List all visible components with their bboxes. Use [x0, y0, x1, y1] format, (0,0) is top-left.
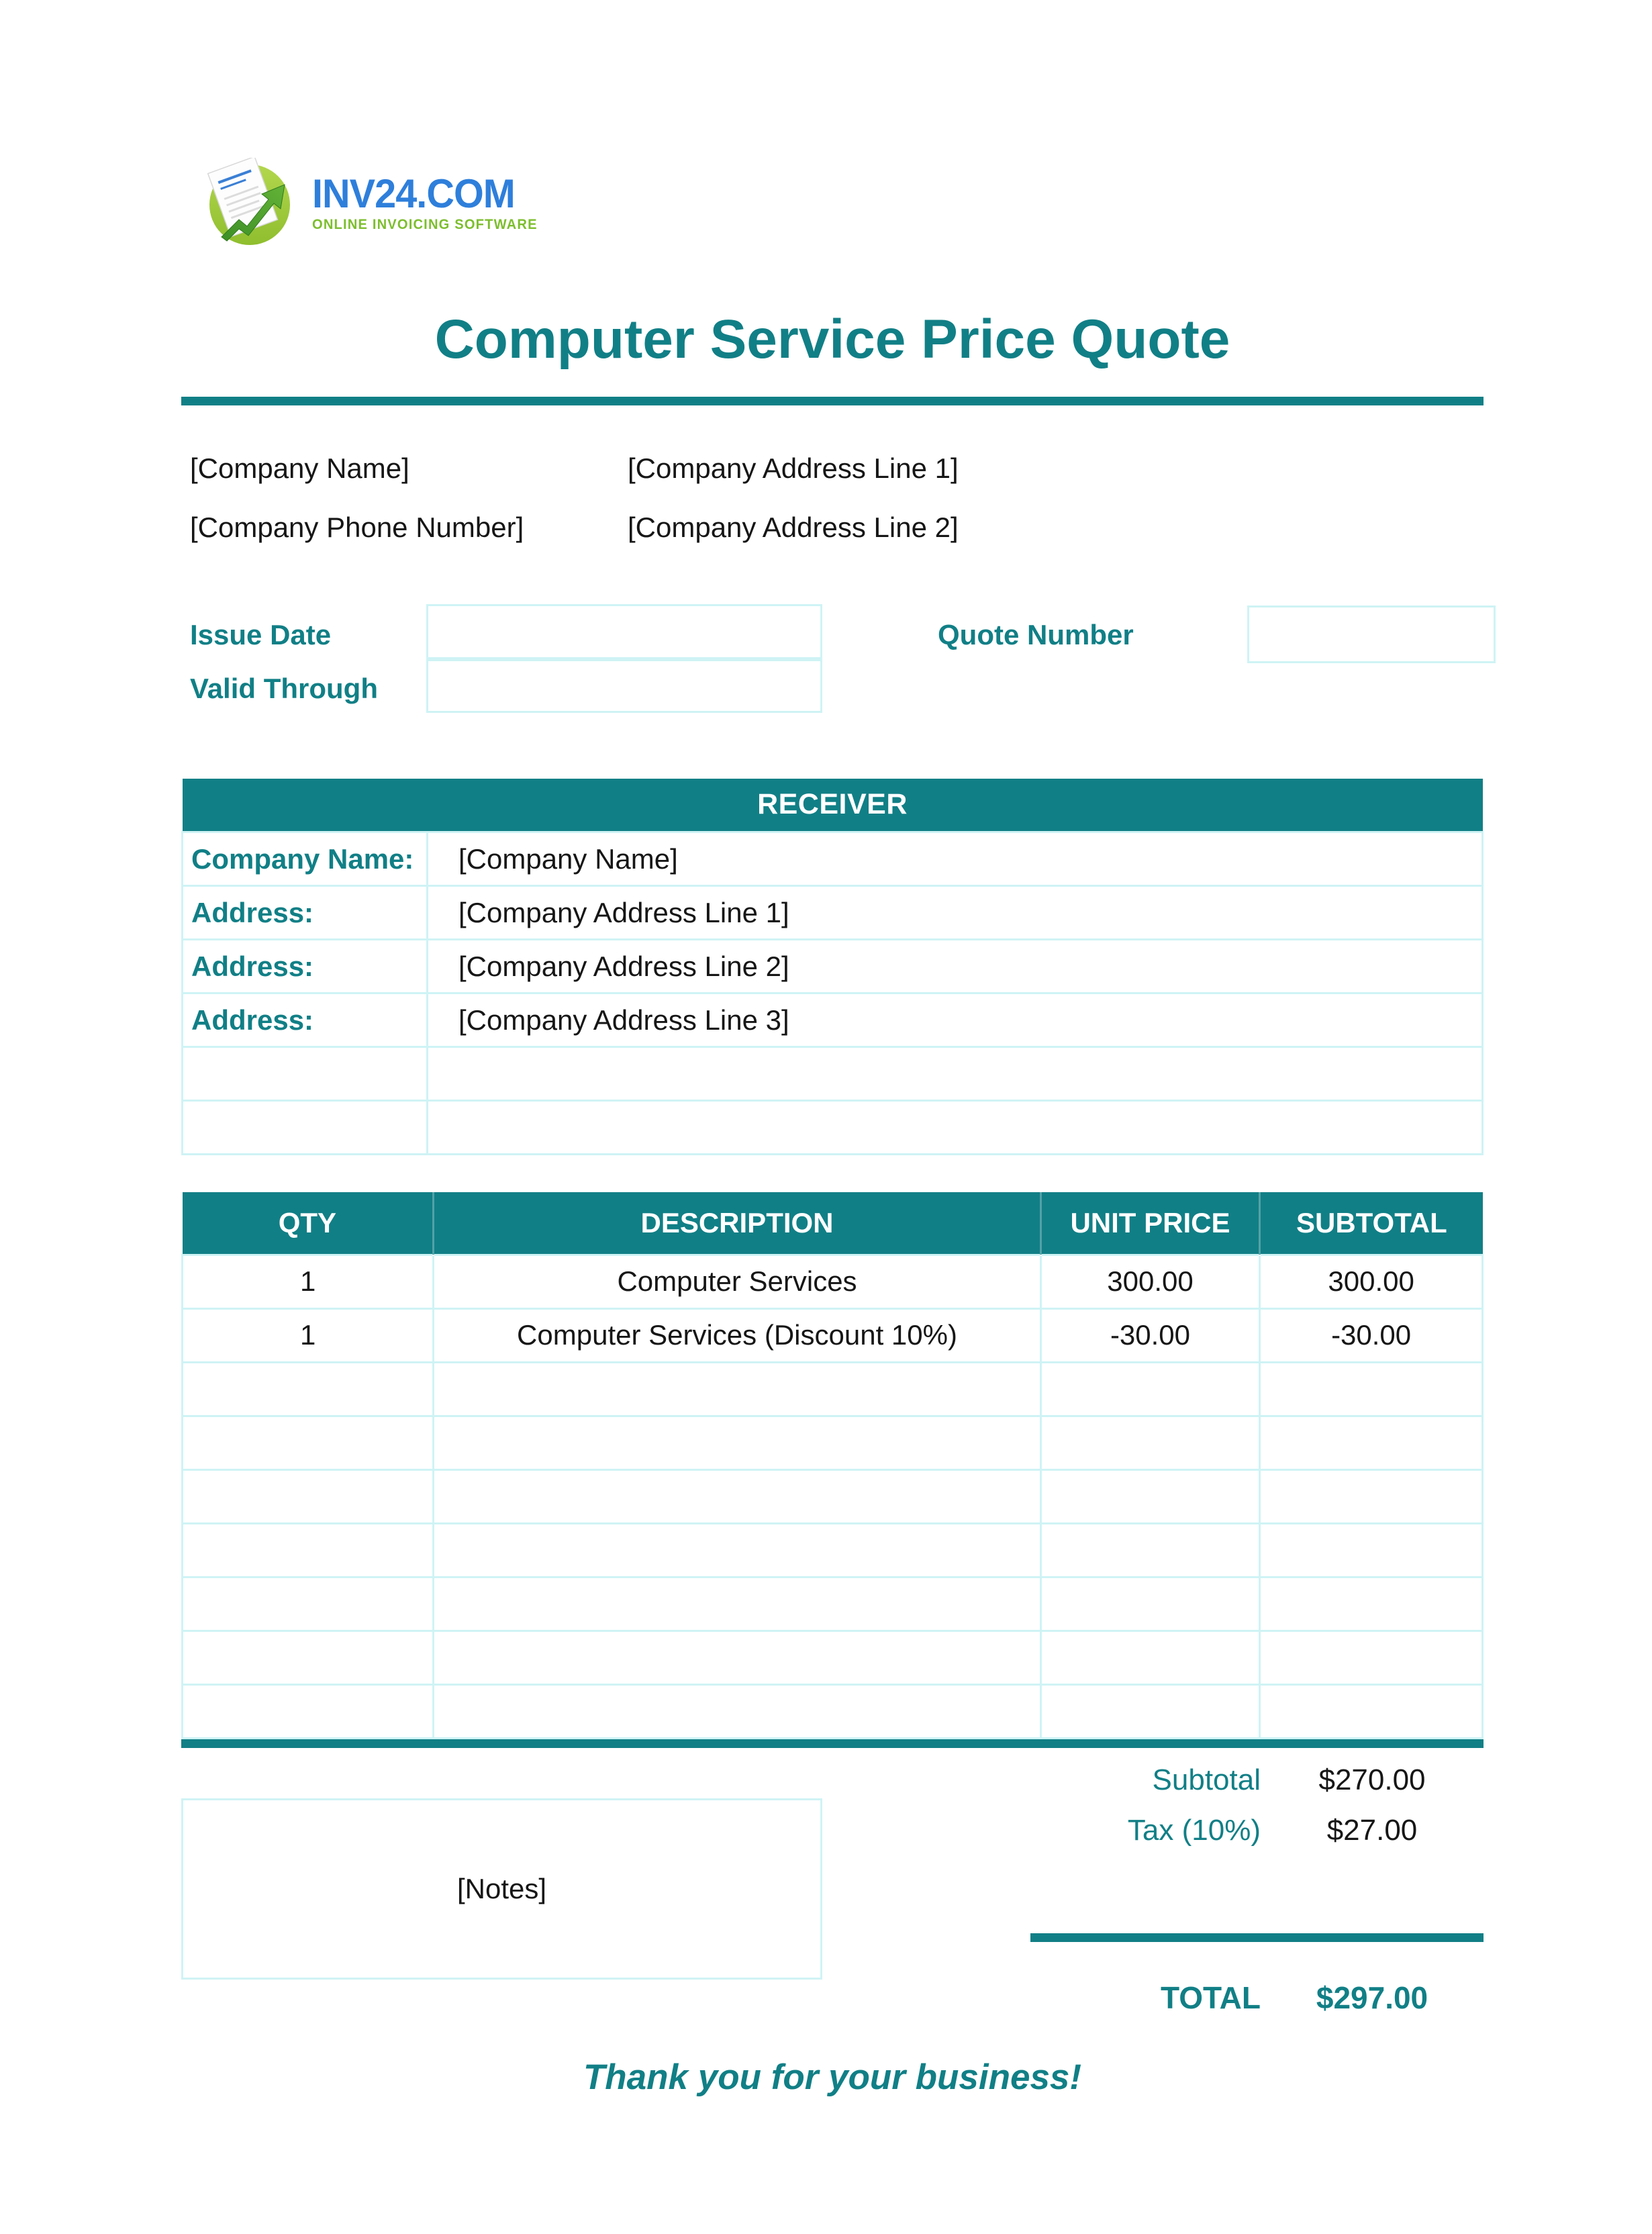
item-qty-empty[interactable]: [183, 1577, 434, 1631]
notes-field[interactable]: [181, 1798, 822, 1980]
quote-number-field[interactable]: [1247, 605, 1496, 663]
total-row: [1161, 1980, 1484, 2016]
item-qty-empty[interactable]: [183, 1362, 434, 1416]
item-qty-empty[interactable]: [183, 1684, 434, 1738]
item-unit-price-empty[interactable]: [1040, 1416, 1260, 1469]
sender-company-name: [Company Name]: [190, 452, 409, 484]
sender-address-line-1: [Company Address Line 1]: [628, 452, 959, 484]
issue-date-label: Issue Date: [190, 618, 332, 650]
item-subtotal-empty[interactable]: [1260, 1469, 1483, 1523]
item-qty-empty[interactable]: [183, 1416, 434, 1469]
col-header-qty: QTY: [183, 1192, 434, 1255]
item-row: [183, 1308, 1483, 1362]
receiver-row-company-name: [183, 832, 1483, 886]
item-row-empty: [183, 1577, 1483, 1631]
receiver-row-address-1: [183, 886, 1483, 940]
receiver-label: Address:: [183, 993, 428, 1047]
item-unit-price-empty[interactable]: [1040, 1469, 1260, 1523]
items-header-row: [183, 1192, 1483, 1255]
receiver-label: Address:: [183, 940, 428, 993]
item-description: Computer Services (Discount 10%): [434, 1308, 1040, 1362]
item-description-empty[interactable]: [434, 1684, 1040, 1738]
receiver-value: [Company Address Line 3]: [428, 993, 1483, 1047]
receiver-row-empty: [183, 1101, 1483, 1155]
receiver-row-empty: [183, 1047, 1483, 1101]
receiver-label-empty[interactable]: [183, 1047, 428, 1101]
receiver-value: [Company Address Line 1]: [428, 886, 1483, 940]
item-qty-empty[interactable]: [183, 1523, 434, 1577]
tax-row: [1128, 1814, 1484, 1847]
thank-you-message: Thank you for your business!: [583, 2057, 1082, 2097]
item-subtotal-empty[interactable]: [1260, 1684, 1483, 1738]
sender-address-line-2: [Company Address Line 2]: [628, 511, 959, 543]
item-unit-price-empty[interactable]: [1040, 1523, 1260, 1577]
item-description: Computer Services: [434, 1255, 1040, 1308]
receiver-header: RECEIVER: [183, 779, 1483, 832]
col-header-description: DESCRIPTION: [434, 1192, 1040, 1255]
item-description-empty[interactable]: [434, 1577, 1040, 1631]
tax-value: $27.00: [1326, 1813, 1418, 1847]
sender-info: [181, 452, 1484, 544]
item-unit-price-empty[interactable]: [1040, 1684, 1260, 1738]
item-description-empty[interactable]: [434, 1362, 1040, 1416]
item-row-empty: [183, 1469, 1483, 1523]
subtotal-value: $270.00: [1318, 1763, 1426, 1796]
item-subtotal-empty[interactable]: [1260, 1631, 1483, 1684]
receiver-label: Company Name:: [183, 832, 428, 886]
title-divider: [181, 397, 1484, 405]
item-qty: 1: [183, 1308, 434, 1362]
item-row-empty: [183, 1416, 1483, 1469]
item-subtotal: 300.00: [1260, 1255, 1483, 1308]
item-description-empty[interactable]: [434, 1523, 1040, 1577]
notes-placeholder: [Notes]: [456, 1872, 547, 1904]
quote-meta: [181, 604, 1484, 718]
totals-section: [181, 1748, 1484, 2017]
item-unit-price-empty[interactable]: [1040, 1362, 1260, 1416]
item-subtotal: -30.00: [1260, 1308, 1483, 1362]
items-table: [181, 1192, 1484, 1739]
subtotal-row: [1153, 1763, 1484, 1797]
item-unit-price: 300.00: [1040, 1255, 1260, 1308]
valid-through-field[interactable]: [426, 659, 822, 713]
item-row-empty: [183, 1362, 1483, 1416]
receiver-row-address-3: [183, 993, 1483, 1047]
valid-through-label: Valid Through: [190, 672, 378, 704]
item-description-empty[interactable]: [434, 1469, 1040, 1523]
col-header-subtotal: SUBTOTAL: [1260, 1192, 1483, 1255]
item-description-empty[interactable]: [434, 1416, 1040, 1469]
receiver-value-empty[interactable]: [428, 1101, 1483, 1155]
subtotal-label: Subtotal: [1152, 1763, 1261, 1796]
item-unit-price-empty[interactable]: [1040, 1577, 1260, 1631]
logo-brand-text: INV24.COM: [312, 171, 515, 216]
total-divider: [1030, 1933, 1484, 1942]
inv24-logo-icon: [201, 158, 299, 248]
issue-date-field[interactable]: [426, 604, 822, 659]
receiver-value-empty[interactable]: [428, 1047, 1483, 1101]
total-value: $297.00: [1316, 1980, 1428, 2015]
item-qty-empty[interactable]: [183, 1469, 434, 1523]
item-row-empty: [183, 1684, 1483, 1738]
page-title: Computer Service Price Quote: [434, 309, 1230, 370]
receiver-row-address-2: [183, 940, 1483, 993]
receiver-value: [Company Name]: [428, 832, 1483, 886]
receiver-table: [181, 779, 1484, 1156]
item-subtotal-empty[interactable]: [1260, 1362, 1483, 1416]
total-label: TOTAL: [1160, 1980, 1261, 2015]
item-row: [183, 1255, 1483, 1308]
item-row-empty: [183, 1523, 1483, 1577]
item-row-empty: [183, 1631, 1483, 1684]
item-subtotal-empty[interactable]: [1260, 1523, 1483, 1577]
tax-label: Tax (10%): [1127, 1813, 1261, 1847]
item-unit-price: -30.00: [1040, 1308, 1260, 1362]
receiver-label: Address:: [183, 886, 428, 940]
item-unit-price-empty[interactable]: [1040, 1631, 1260, 1684]
item-subtotal-empty[interactable]: [1260, 1416, 1483, 1469]
item-qty: 1: [183, 1255, 434, 1308]
inv24-logo: [201, 158, 1484, 248]
col-header-unit-price: UNIT PRICE: [1040, 1192, 1260, 1255]
sender-phone-number: [Company Phone Number]: [190, 511, 524, 543]
quote-number-label: Quote Number: [938, 618, 1134, 650]
logo-tagline-text: ONLINE INVOICING SOFTWARE: [312, 216, 538, 232]
item-subtotal-empty[interactable]: [1260, 1577, 1483, 1631]
receiver-label-empty[interactable]: [183, 1101, 428, 1155]
item-qty-empty[interactable]: [183, 1631, 434, 1684]
items-table-bottom-rule: [181, 1739, 1484, 1748]
item-description-empty[interactable]: [434, 1631, 1040, 1684]
receiver-value: [Company Address Line 2]: [428, 940, 1483, 993]
